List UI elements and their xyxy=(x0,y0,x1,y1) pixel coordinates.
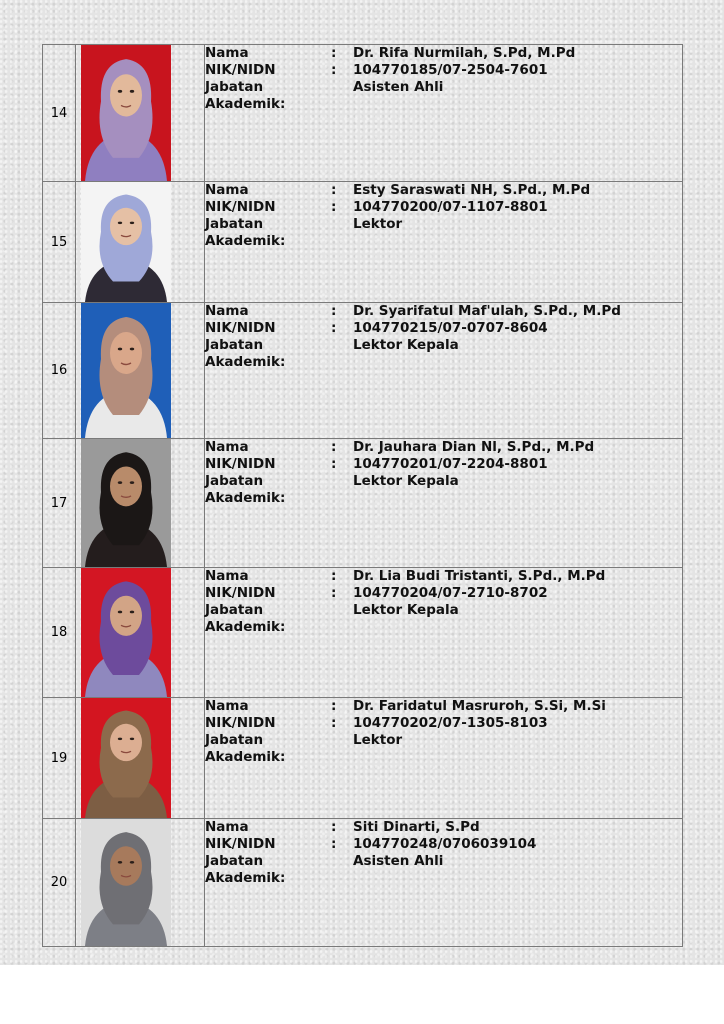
portrait-image xyxy=(81,182,171,302)
jabatan-label: Jabatan Akademik: xyxy=(205,853,286,886)
colon: : xyxy=(331,62,337,78)
photo-eye-right xyxy=(130,738,134,740)
photo-eye-right xyxy=(130,861,134,864)
spacer xyxy=(331,79,353,113)
staff-info xyxy=(205,819,683,947)
jabatan-line xyxy=(205,602,682,636)
nik-label: NIK/NIDN xyxy=(205,320,276,336)
photo-eye-right xyxy=(130,611,134,614)
photo-face xyxy=(110,466,142,506)
nik-value: 104770204/07-2710-8702 xyxy=(353,585,548,601)
name-value: Dr. Faridatul Masruroh, S.Si, M.Si xyxy=(353,698,606,714)
nik-line xyxy=(205,585,682,602)
name-value: Dr. Jauhara Dian Nl, S.Pd., M.Pd xyxy=(353,439,595,455)
spacer xyxy=(331,337,353,371)
nik-label: NIK/NIDN xyxy=(205,585,276,601)
jabatan-line xyxy=(205,216,682,250)
colon: : xyxy=(331,585,337,601)
photo-cell xyxy=(76,568,205,698)
profile-photo xyxy=(81,819,171,946)
photo-face xyxy=(110,846,142,886)
photo-eye-right xyxy=(130,481,134,484)
nik-line xyxy=(205,836,682,853)
nik-line xyxy=(205,320,682,337)
nik-label: NIK/NIDN xyxy=(205,715,276,731)
portrait-image xyxy=(81,45,171,181)
spacer xyxy=(331,853,353,887)
jabatan-value: Asisten Ahli xyxy=(353,79,444,95)
colon: : xyxy=(331,303,337,319)
photo-cell xyxy=(76,182,205,303)
jabatan-line xyxy=(205,79,682,113)
photo-cell xyxy=(76,439,205,568)
jabatan-value: Lektor xyxy=(353,732,403,748)
portrait-image xyxy=(81,303,171,438)
photo-face xyxy=(110,74,142,116)
name-value: Esty Saraswati NH, S.Pd., M.Pd xyxy=(353,182,591,198)
staff-info xyxy=(205,698,683,819)
profile-photo xyxy=(81,568,171,697)
row-number: 20 xyxy=(43,819,76,947)
photo-eye-right xyxy=(130,90,134,93)
jabatan-label: Jabatan Akademik: xyxy=(205,337,286,370)
profile-photo xyxy=(81,698,171,818)
staff-row xyxy=(43,439,683,568)
staff-info xyxy=(205,182,683,303)
photo-cell xyxy=(76,698,205,819)
staff-row xyxy=(43,568,683,698)
spacer xyxy=(331,473,353,507)
photo-face xyxy=(110,332,142,374)
portrait-image xyxy=(81,439,171,567)
row-number: 15 xyxy=(43,182,76,303)
portrait-image xyxy=(81,698,171,818)
name-line xyxy=(205,819,682,836)
nik-line xyxy=(205,199,682,216)
row-number: 14 xyxy=(43,45,76,182)
staff-table xyxy=(42,44,683,947)
row-number: 19 xyxy=(43,698,76,819)
photo-face xyxy=(110,724,142,761)
name-line xyxy=(205,303,682,320)
profile-photo xyxy=(81,182,171,302)
nik-label: NIK/NIDN xyxy=(205,456,276,472)
photo-cell xyxy=(76,819,205,947)
colon: : xyxy=(331,320,337,336)
colon: : xyxy=(331,182,337,198)
name-value: Dr. Rifa Nurmilah, S.Pd, M.Pd xyxy=(353,45,576,61)
jabatan-line xyxy=(205,853,682,887)
nik-value: 104770215/07-0707-8604 xyxy=(353,320,548,336)
spacer xyxy=(331,732,353,766)
colon: : xyxy=(331,568,337,584)
profile-photo xyxy=(81,439,171,567)
jabatan-line xyxy=(205,473,682,507)
nik-line xyxy=(205,62,682,79)
name-value: Dr. Lia Budi Tristanti, S.Pd., M.Pd xyxy=(353,568,606,584)
name-line xyxy=(205,698,682,715)
row-number: 17 xyxy=(43,439,76,568)
photo-cell xyxy=(76,303,205,439)
jabatan-value: Lektor Kepala xyxy=(353,473,459,489)
jabatan-value: Asisten Ahli xyxy=(353,853,444,869)
staff-row xyxy=(43,303,683,439)
jabatan-label: Jabatan Akademik: xyxy=(205,79,286,112)
name-line xyxy=(205,182,682,199)
name-value: Siti Dinarti, S.Pd xyxy=(353,819,480,835)
nik-value: 104770201/07-2204-8801 xyxy=(353,456,548,472)
staff-info xyxy=(205,568,683,698)
staff-row xyxy=(43,819,683,947)
nik-value: 104770202/07-1305-8103 xyxy=(353,715,548,731)
jabatan-label: Jabatan Akademik: xyxy=(205,602,286,635)
photo-eye-left xyxy=(118,90,122,93)
staff-row xyxy=(43,45,683,182)
colon: : xyxy=(331,715,337,731)
portrait-image xyxy=(81,819,171,946)
nik-line xyxy=(205,715,682,732)
name-label: Nama xyxy=(205,568,249,584)
jabatan-value: Lektor xyxy=(353,216,403,232)
jabatan-label: Jabatan Akademik: xyxy=(205,732,286,765)
colon: : xyxy=(331,836,337,852)
photo-face xyxy=(110,208,142,245)
photo-face xyxy=(110,596,142,636)
nik-label: NIK/NIDN xyxy=(205,836,276,852)
photo-cell xyxy=(76,45,205,182)
staff-info xyxy=(205,45,683,182)
portrait-image xyxy=(81,568,171,697)
jabatan-line xyxy=(205,337,682,371)
jabatan-label: Jabatan Akademik: xyxy=(205,473,286,506)
nik-label: NIK/NIDN xyxy=(205,199,276,215)
row-number: 18 xyxy=(43,568,76,698)
nik-value: 104770248/0706039104 xyxy=(353,836,537,852)
colon: : xyxy=(331,439,337,455)
photo-eye-left xyxy=(118,611,122,614)
photo-eye-left xyxy=(118,481,122,484)
staff-row xyxy=(43,182,683,303)
name-label: Nama xyxy=(205,303,249,319)
spacer xyxy=(331,216,353,250)
nik-value: 104770200/07-1107-8801 xyxy=(353,199,548,215)
colon: : xyxy=(331,456,337,472)
name-label: Nama xyxy=(205,698,249,714)
jabatan-value: Lektor Kepala xyxy=(353,337,459,353)
photo-eye-right xyxy=(130,222,134,224)
staff-info xyxy=(205,303,683,439)
photo-eye-left xyxy=(118,861,122,864)
photo-eye-left xyxy=(118,348,122,351)
colon: : xyxy=(331,819,337,835)
name-label: Nama xyxy=(205,182,249,198)
staff-row xyxy=(43,698,683,819)
name-line xyxy=(205,439,682,456)
spacer xyxy=(331,602,353,636)
colon: : xyxy=(331,45,337,61)
profile-photo xyxy=(81,303,171,438)
photo-eye-left xyxy=(118,738,122,740)
staff-info xyxy=(205,439,683,568)
jabatan-label: Jabatan Akademik: xyxy=(205,216,286,249)
row-number: 16 xyxy=(43,303,76,439)
jabatan-value: Lektor Kepala xyxy=(353,602,459,618)
colon: : xyxy=(331,698,337,714)
profile-photo xyxy=(81,45,171,181)
nik-line xyxy=(205,456,682,473)
name-label: Nama xyxy=(205,819,249,835)
nik-label: NIK/NIDN xyxy=(205,62,276,78)
name-value: Dr. Syarifatul Maf'ulah, S.Pd., M.Pd xyxy=(353,303,621,319)
photo-eye-right xyxy=(130,348,134,351)
colon: : xyxy=(331,199,337,215)
name-line xyxy=(205,568,682,585)
jabatan-line xyxy=(205,732,682,766)
nik-value: 104770185/07-2504-7601 xyxy=(353,62,548,78)
name-label: Nama xyxy=(205,439,249,455)
name-line xyxy=(205,45,682,62)
name-label: Nama xyxy=(205,45,249,61)
photo-eye-left xyxy=(118,222,122,224)
